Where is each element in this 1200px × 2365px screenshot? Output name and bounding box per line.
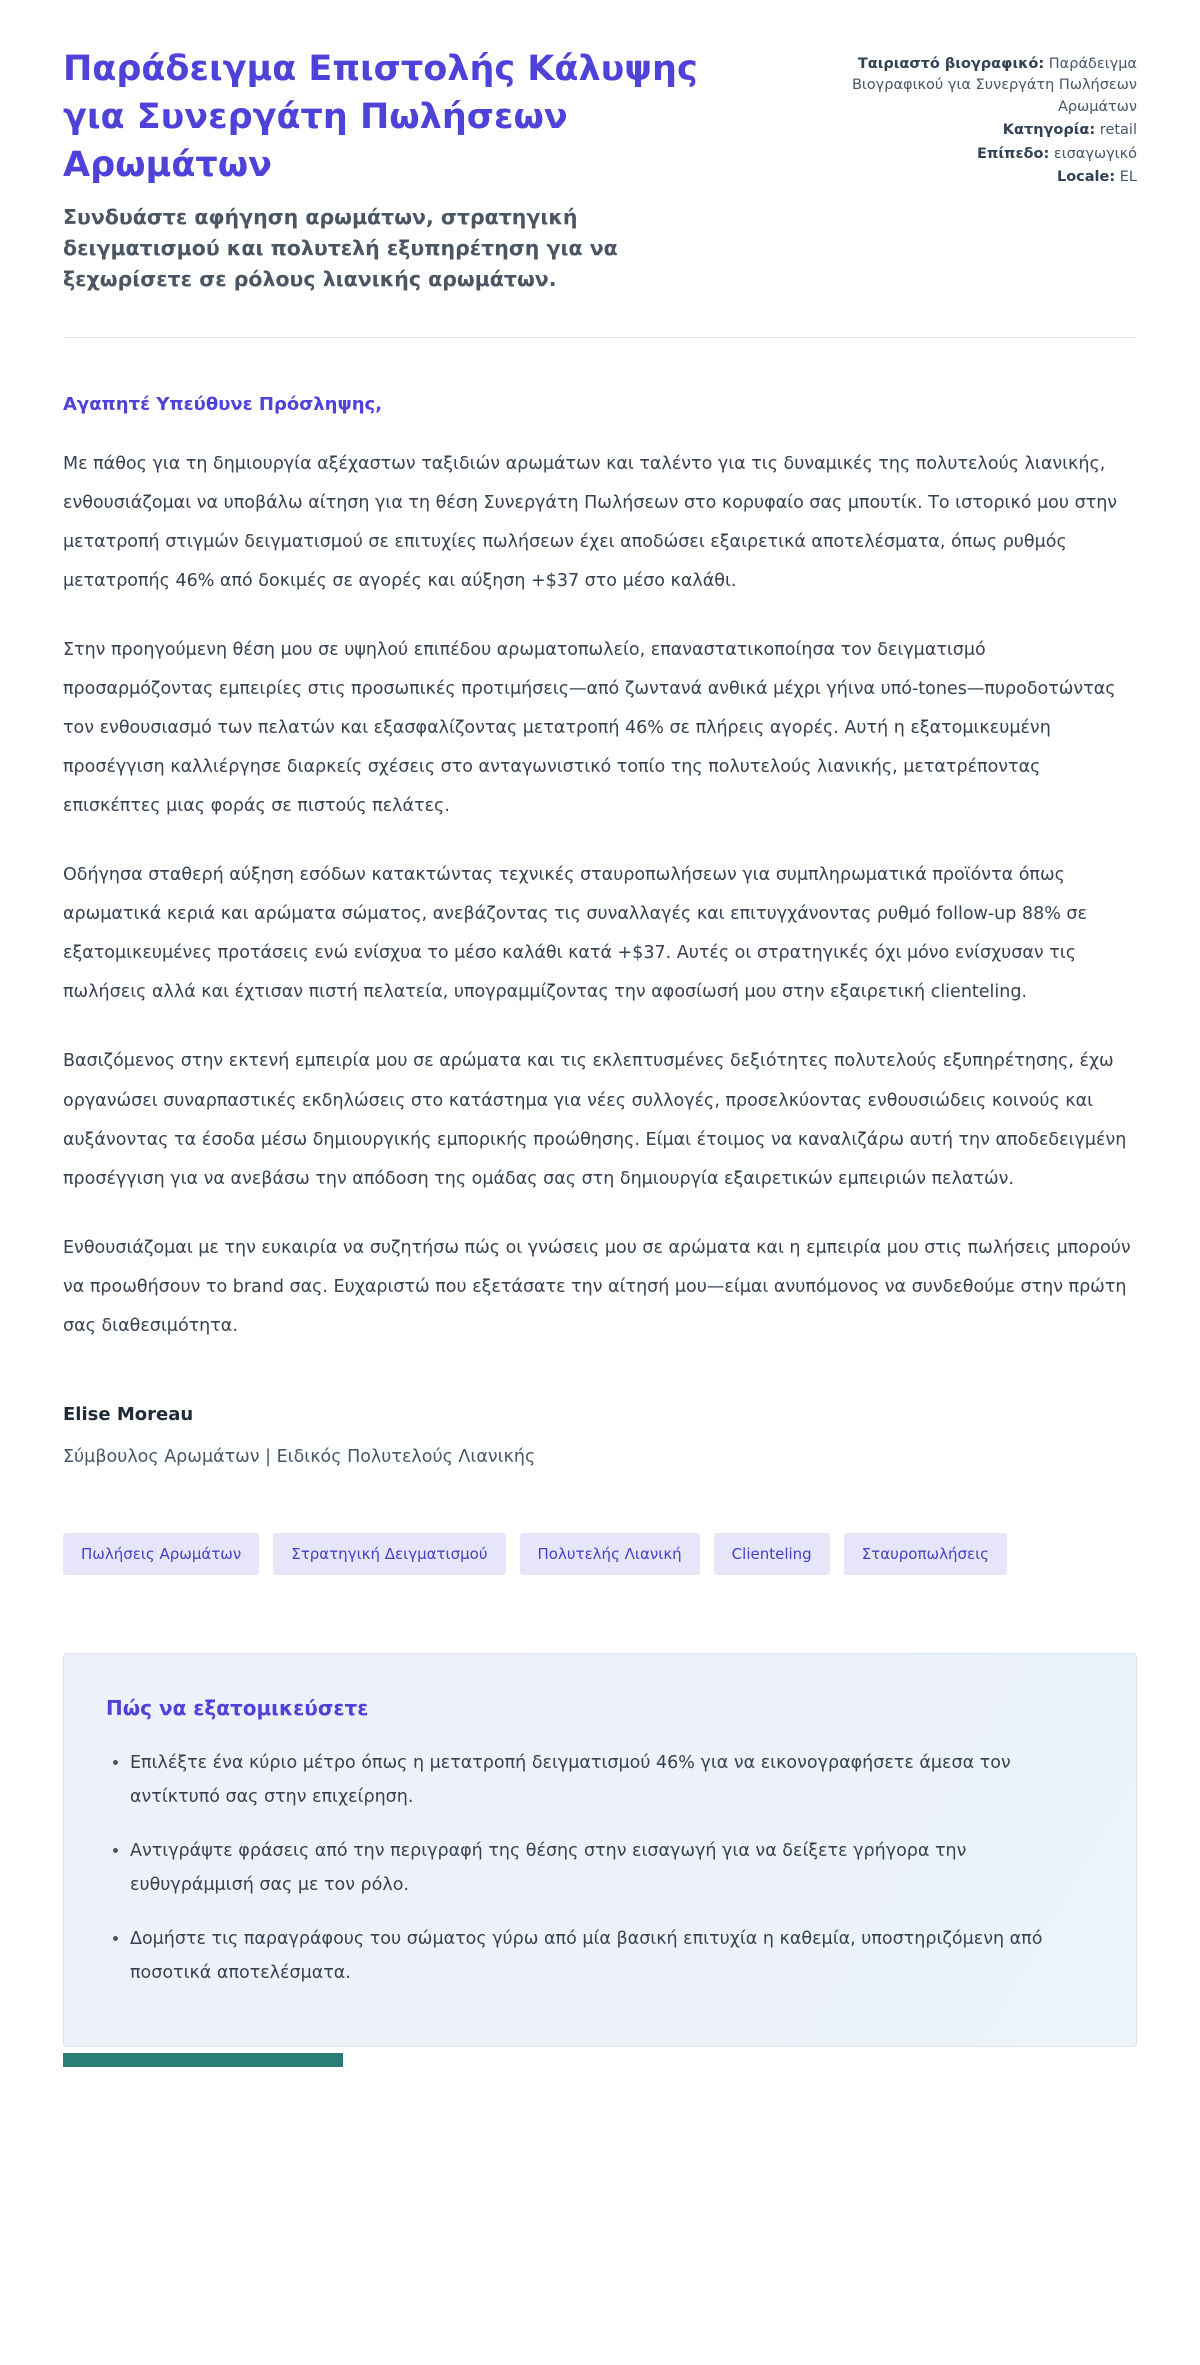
meta-matched-resume	[837, 54, 1137, 118]
meta-level-label: Επίπεδο:	[976, 145, 1050, 162]
letter-salutation: Αγαπητέ Υπεύθυνε Πρόσληψης,	[63, 394, 383, 416]
tag-chip[interactable]: Στρατηγική Δειγματισμού	[273, 1533, 505, 1575]
letter-paragraph: Ενθουσιάζομαι με την ευκαιρία να συζητήσω πώς οι γνώσεις μου σε αρώματα και η εμπειρία μου στις πωλήσεις μπορούν να προωθήσουν το brand σας. Ευχαριστώ που εξετάσατε την αίτησή μου—είμαι ανυπόμονος να συνδεθούμε στην πρώτη σας διαθεσιμότητα.	[63, 1237, 1131, 1336]
letter-body	[63, 445, 1137, 1345]
callout-bullet-list	[106, 1746, 1094, 1991]
callout-title: Πώς να εξατομικεύσετε	[106, 1695, 369, 1720]
tag-list	[63, 1533, 1137, 1575]
meta-category	[837, 120, 1137, 141]
tag-chip[interactable]: Πωλήσεις Αρωμάτων	[63, 1533, 259, 1575]
letter-paragraph: Στην προηγούμενη θέση μου σε υψηλού επιπέδου αρωματοπωλείο, επαναστατικοποίησα τον δειγματισμό προσαρμόζοντας εμπειρίες στις προσωπικές προτιμήσεις—από ζωντανά ανθικά μέχρι γήινα υπό-tones—πυροδοτώντας τον ενθουσιασμό των πελατών και εξασφαλίζοντας μετατροπή 46% σε πλήρεις αγορές. Αυτή η εξατομικευμένη προσέγγιση καλλιέργησε διαρκείς σχέσεις στο ανταγωνιστικό τοπίο της πολυτελούς λιανικής, μετατρέποντας επισκέπτες μιας φοράς σε πιστούς πελάτες.	[63, 640, 1116, 817]
footer-accent-bar	[63, 2053, 343, 2067]
customization-callout	[63, 1653, 1137, 2048]
signature-name: Elise Moreau	[63, 1403, 194, 1425]
page-subtitle: Συνδυάστε αφήγηση αρωμάτων, στρατηγική δειγματισμού και πολυτελή εξυπηρέτηση για να ξεχωρίσετε σε ρόλους λιανικής αρωμάτων.	[63, 204, 618, 292]
callout-bullet: • Δομήστε τις παραγράφους του σώματος γύρω από μία βασική επιτυχία η καθεμία, υποστηριζόμενη από ποσοτικά αποτελέσματα.	[130, 1922, 1094, 1990]
header-title-block	[63, 46, 703, 295]
meta-locale-label: Locale:	[1056, 169, 1116, 186]
tag-chip[interactable]: Σταυροπωλήσεις	[844, 1533, 1007, 1575]
tag-chip[interactable]: Πολυτελής Λιανική	[520, 1533, 700, 1575]
header-divider	[63, 337, 1137, 338]
signature-role: Σύμβουλος Αρωμάτων | Ειδικός Πολυτελούς Λιανικής	[63, 1446, 536, 1467]
meta-panel	[837, 54, 1137, 191]
page-title: Παράδειγμα Επιστολής Κάλυψης για Συνεργάτη Πωλήσεων Αρωμάτων	[63, 49, 698, 185]
meta-locale-value: EL	[1119, 169, 1137, 186]
tag-chip[interactable]: Clienteling	[714, 1533, 830, 1575]
page-header	[63, 46, 1137, 295]
meta-level	[837, 144, 1137, 165]
callout-bullet: • Αντιγράψτε φράσεις από την περιγραφή της θέσης στην εισαγωγή για να δείξετε γρήγορα την ευθυγράμμισή σας με τον ρόλο.	[130, 1834, 1094, 1902]
callout-bullet: • Επιλέξτε ένα κύριο μέτρο όπως η μετατροπή δειγματισμού 46% για να εικονογραφήσετε άμεσα τον αντίκτυπό σας στην επιχείρηση.	[130, 1746, 1094, 1814]
meta-locale	[837, 167, 1137, 188]
meta-matched-resume-value: Παράδειγμα Βιογραφικού για Συνεργάτη Πωλήσεων Αρωμάτων	[851, 56, 1137, 115]
meta-level-value: εισαγωγικό	[1053, 145, 1137, 162]
meta-category-label: Κατηγορία:	[1002, 122, 1096, 139]
letter-paragraph: Με πάθος για τη δημιουργία αξέχαστων ταξιδιών αρωμάτων και ταλέντο για τις δυναμικές της πολυτελούς λιανικής, ενθουσιάζομαι να υποβάλω αίτηση για τη θέση Συνεργάτη Πωλήσεων στο κορυφαίο σας μπουτίκ. Το ιστορικό μου στην μετατροπή στιγμών δειγματισμού σε επιτυχίες πωλήσεων έχει αποδώσει εξαιρετικά αποτελέσματα, όπως ρυθμός μετατροπής 46% από δοκιμές σε αγορές και αύξηση +$37 στο μέσο καλάθι.	[63, 454, 1118, 592]
meta-category-value: retail	[1099, 122, 1137, 139]
meta-matched-resume-label: Ταιριαστό βιογραφικό:	[857, 56, 1045, 72]
letter-paragraph: Βασιζόμενος στην εκτενή εμπειρία μου σε αρώματα και τις εκλεπτυσμένες δεξιότητες πολυτελούς εξυπηρέτησης, έχω οργανώσει συναρπαστικές εκδηλώσεις στο κατάστημα για νέες συλλογές, προσελκύοντας ενθουσιώδεις κοινούς και αυξάνοντας τα έσοδα μέσω δημιουργικής εμπορικής προώθησης. Είμαι έτοιμος να καναλιζάρω αυτή την αποδεδειγμένη προσέγγιση για να ανεβάσω την απόδοση της ομάδας σας στη δημιουργία εξαιρετικών εμπειριών πελατών.	[63, 1051, 1127, 1189]
letter-paragraph: Οδήγησα σταθερή αύξηση εσόδων κατακτώντας τεχνικές σταυροπωλήσεων για συμπληρωματικά προϊόντα όπως αρωματικά κεριά και αρώματα σώματος, ανεβάζοντας τις συναλλαγές και επιτυγχάνοντας ρυθμό follow-up 88% σε εξατομικευμένες προτάσεις ενώ ενίσχυα το μέσο καλάθι κατά +$37. Αυτές οι στρατηγικές όχι μόνο ενίσχυσαν τις πωλήσεις αλλά και έχτισαν πιστή πελατεία, υπογραμμίζοντας την αφοσίωσή μου στην εξαιρετική clienteling.	[63, 865, 1087, 1003]
